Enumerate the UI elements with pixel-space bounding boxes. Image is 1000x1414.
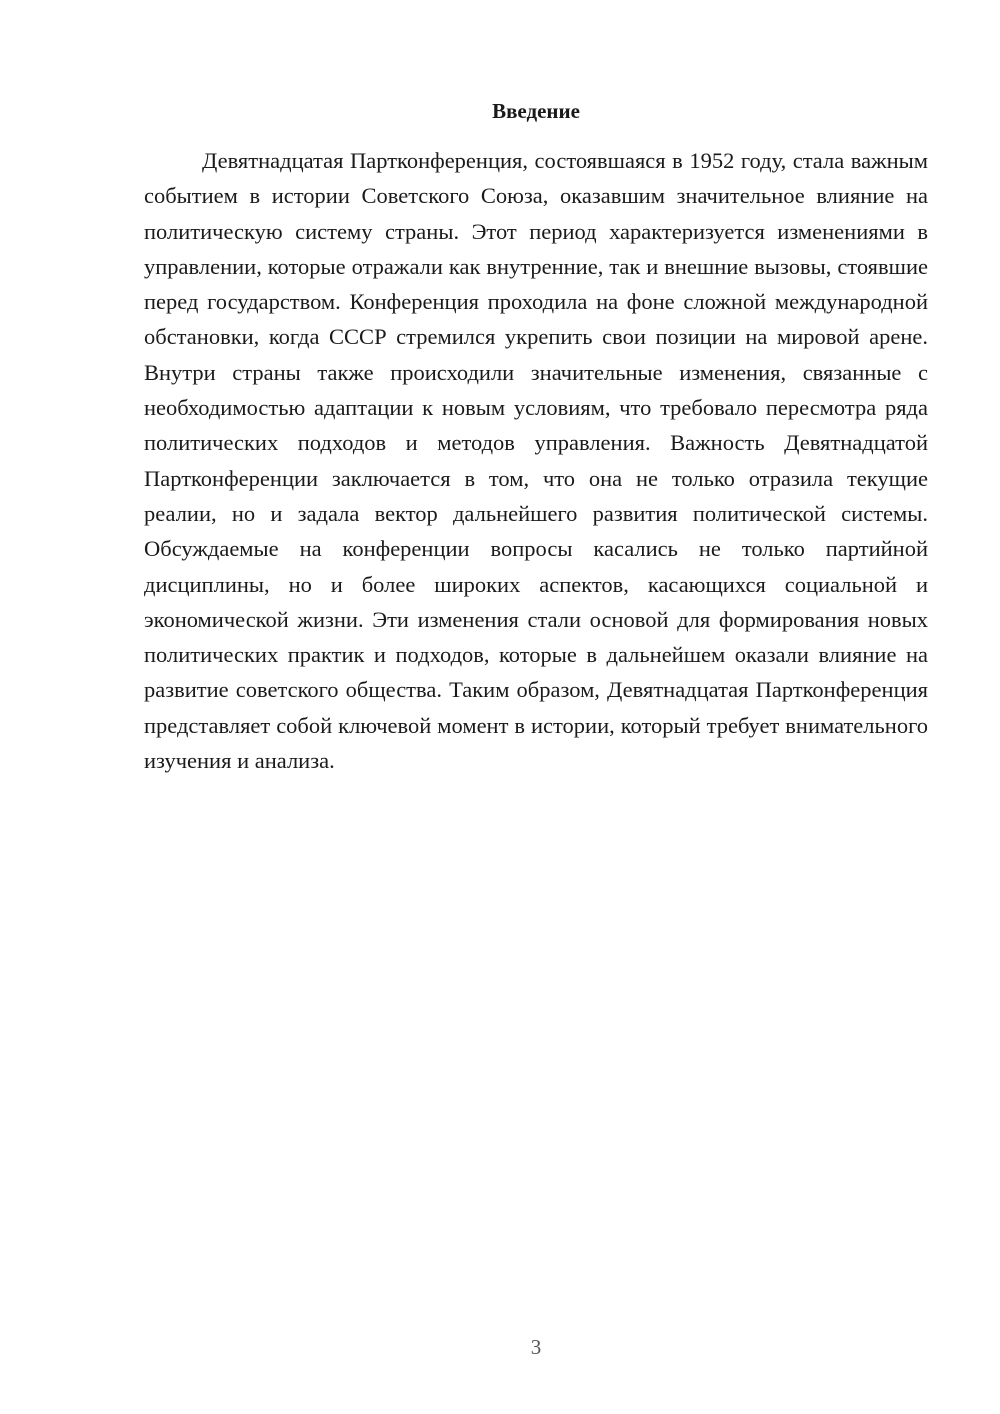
intro-paragraph: Девятнадцатая Партконференция, состоявшаяся в 1952 году, стала важным событием в истории Советского Союза, оказавшим значительное влияние на политическую систему страны. Этот период характеризуется изменениями в управлении, которые отражали как внутренние, так и внешние вызовы, стоявшие перед государством. Конференция проходила на фоне сложной международной обстановки, когда СССР стремился укрепить свои позиции на мировой арене. Внутри страны также происходили значительные изменения, связанные с необходимостью адаптации к новым условиям, что требовало пересмотра ряда политических подходов и методов управления. Важность Девятнадцатой Партконференции заключается в том, что она не только отразила текущие реалии, но и задала вектор дальнейшего развития политической системы. Обсуждаемые на конференции вопросы касались не только партийной дисциплины, но и более широких аспектов, касающихся социальной и экономической жизни. Эти изменения стали основой для формирования новых политических практик и подходов, которые в дальнейшем оказали влияние на развитие советского общества. Таким образом, Девятнадцатая Партконференция представляет собой ключевой момент в истории, который требует внимательного изучения и анализа.	[144, 148, 928, 774]
page-number: 3	[530, 1335, 542, 1359]
section-heading: Введение	[492, 99, 580, 123]
